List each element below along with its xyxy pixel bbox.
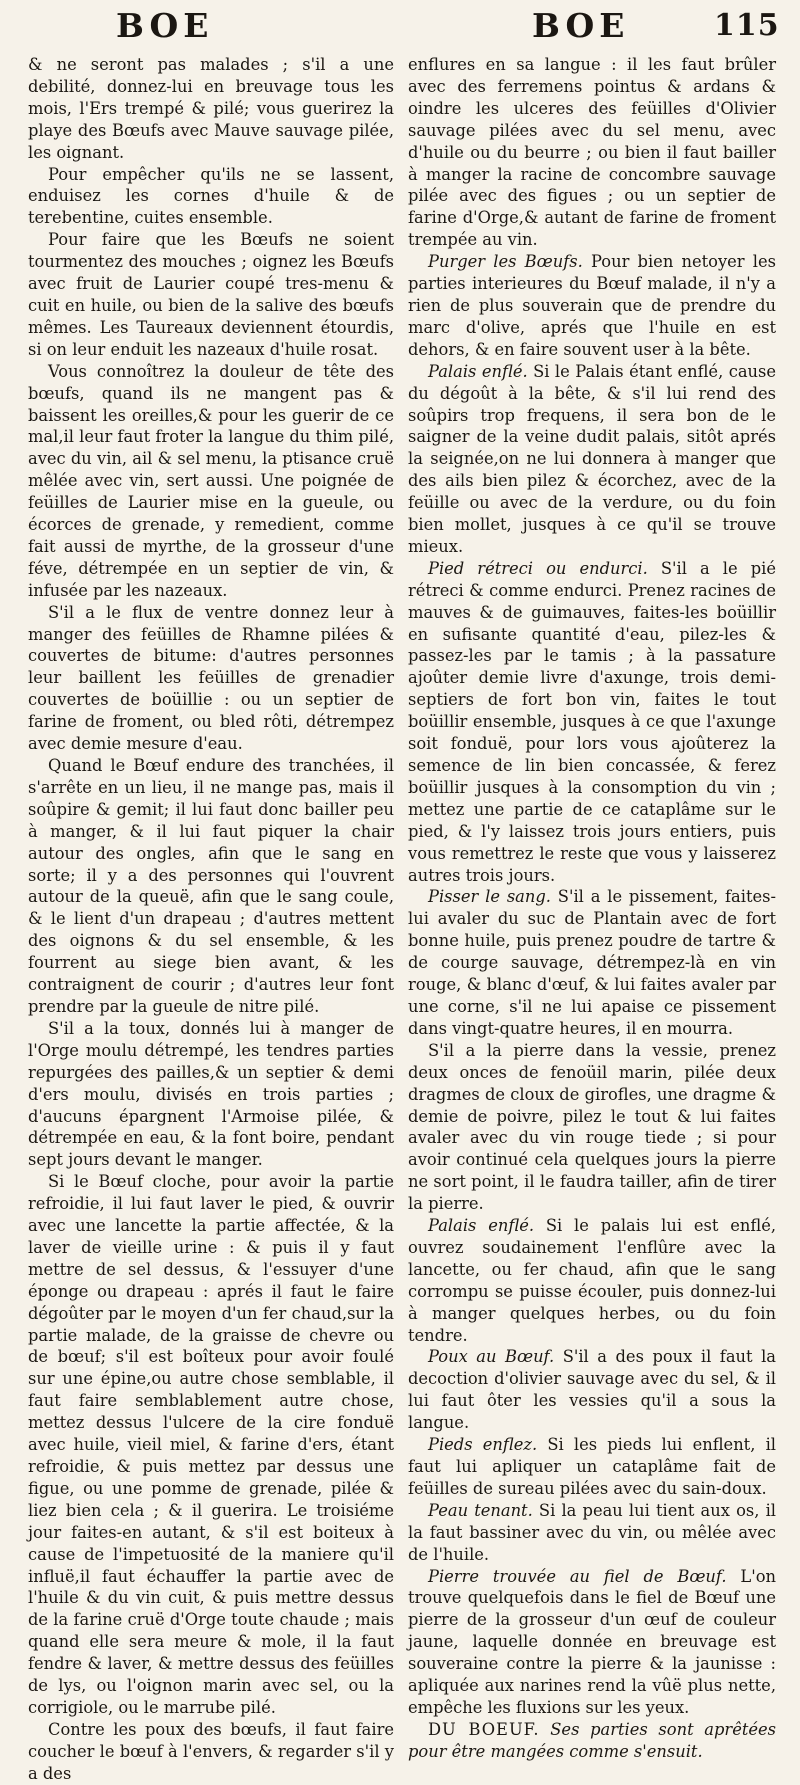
paragraph-heading: Pisser le sang.	[428, 887, 551, 907]
paragraph-heading: Pieds enflez.	[428, 1435, 538, 1455]
paragraph-heading: Peau tenant.	[428, 1500, 533, 1520]
paragraph-text: S'il a des poux il faut la decoction d'olivier sauvage avec du sel, & il lui faut ôter les vessies qu'il a sous la langue.	[408, 1347, 777, 1433]
paragraph-text: S'il a la pierre dans la vessie, prenez deux onces de fenoüil marin, pilée deux dragmes de cloux de girofles, une dragme & demie de poivre, pilez le tout & lui faites avaler avec du vin rouge tiede ; si pour avoir continué cela quelques jours la pierre ne sort point, il le faudra tailler, afin de tirer la pierre.	[408, 1040, 776, 1214]
paragraph: & ne seront pas malades ; s'il a une debilité, donnez-lui en breuvage tous les mois, l'Ers trempé & pilé; vous guerirez la playe des Bœufs avec Mauve sauvage pilée, les oignant.	[28, 55, 394, 162]
paragraph-heading: Pierre trouvée au fiel de Bœuf.	[428, 1566, 727, 1586]
paragraph	[408, 1500, 776, 1566]
paragraph-text: Si le palais lui est enflé, ouvrez soudainement l'enflûre avec la lancette, ou fer chaud, afin que le sang corrompu se puisse écouler, puis donnez-lui à manger quelques herbes, ou du foin tendre.	[408, 1216, 776, 1345]
paragraph-text: Si les pieds lui enflent, il faut lui apliquer un cataplâme fait de feüilles de sureau pilées avec du sain-doux.	[408, 1435, 776, 1498]
paragraph-text: Si la peau lui tient aux os, il la faut bassiner avec du vin, ou mêlée avec de l'huile.	[408, 1500, 776, 1564]
paragraph	[408, 54, 776, 251]
running-head-left: BOE	[116, 6, 214, 45]
paragraph	[408, 558, 776, 887]
paragraph: Pour faire que les Bœufs ne soient tourmentez des mouches ; oignez les Bœufs avec fruit de Laurier coupé tres-menu & cuit en huile, ou bien de la salive des bœufs mêmes. Les Taureaux deviennent étourdis, si on leur enduit les nazeaux d'huile rosat.	[28, 230, 394, 359]
running-header	[0, 0, 800, 58]
paragraph	[408, 1434, 776, 1500]
paragraph-text: S'il a le pissement, faites-lui avaler du suc de Plantain avec de fort bonne huile, puis prenez poudre de tartre & de courge sauvage, détrempez-là en vin rouge, & blanc d'œuf, & lui faites avaler par une corne, s'il ne lui apaise ce pissement dans vingt-quatre heures, il en mourra.	[408, 887, 776, 1038]
paragraph	[408, 251, 776, 361]
paragraph-heading: Purger les Bœufs.	[428, 252, 583, 272]
section-title: DU BOEUF.	[428, 1719, 540, 1739]
paragraph: Vous connoîtrez la douleur de tête des bœufs, quand ils ne mangent pas & baissent les oreilles,& pour les guerir de ce mal,il leur faut froter la langue du thim pilé, avec du vin, ail & sel menu, la ptisance cruë mêlée avec vin, sert aussi. Une poignée de feüilles de Laurier mise en la gueule, ou écorces de grenade, y remedient, comme fait aussi de myrthe, de la grosseur d'une féve, détrempée en un septier de vin, & infusée par les nazeaux.	[28, 361, 394, 600]
paragraph: Pour empêcher qu'ils ne se lassent, enduisez les cornes d'huile & de terebentine, cuites ensemble.	[28, 164, 394, 228]
paragraph-text: L'on trouve quelquefois dans le fiel de Bœuf une pierre de la grosseur d'un œuf de couleur jaune, laquelle donnée en breuvage est souveraine contre la pierre & la jaunisse : apliquée aux narines rend la vûë plus nette, empêche les fluxions sur les yeux.	[408, 1566, 776, 1717]
paragraph-heading: Poux au Bœuf.	[428, 1347, 555, 1367]
paragraph-text: Si le Palais étant enflé, cause du dégoût à la bête, & s'il lui rend des soûpirs trop frequens, il sera bon de le saigner de la veine dudit palais, sitôt aprés la seignée,on ne lui donnera à manger que des ails bien pilez & écorchez, avec de la feüille ou avec de la verdure, ou du foin bien mollet, jusques à ce qu'il se trouve mieux.	[408, 361, 776, 556]
right-column	[408, 54, 776, 1763]
paragraph-text: Pour bien netoyer les parties interieures du Bœuf malade, il n'y a rien de plus souverain que de prendre du marc d'olive, aprés que l'huile en est dehors, & en faire souvent user à la bête.	[408, 252, 776, 359]
paragraph: Si le Bœuf cloche, pour avoir la partie refroidie, il lui faut laver le pied, & ouvrir avec une lancette la partie affectée, & la laver de vieille urine : & puis il y faut mettre de sel dessus, & l'essuyer d'une éponge ou drapeau : aprés il faut le faire dégoûter par le moyen d'un fer chaud,sur la partie malade, de la graisse de chevre ou de bœuf; s'il est boîteux pour avoir foulé sur une épine,ou autre chose semblable, il faut faire semblablement autre chose, mettez dessus l'ulcere de la cire fonduë avec huile, vieil miel, & farine d'ers, étant refroidie, & puis mettez par dessus une figue, ou une pomme de grenade, pilée & liez bien cela ; & il guerira. Le troisiéme jour faites-en autant, & s'il est boiteux à cause de l'impetuosité de la maniere qu'il influë,il faut échauffer la partie avec de l'huile & du vin cuit, & puis mettre dessus de la farine cruë d'Orge toute chaude ; mais quand elle sera meure & mole, il la faut fendre & laver, & mettre dessus des feüilles de lys, ou l'oignon marin avec sel, ou la corrigiole, ou le marrube pilé.	[28, 1172, 394, 1717]
paragraph-heading: Palais enflé.	[428, 1216, 535, 1236]
paragraph-heading: Palais enflé.	[428, 361, 528, 381]
paragraph	[408, 1040, 776, 1215]
paragraph: S'il a la toux, donnés lui à manger de l'Orge moulu détrempé, les tendres parties repurgées des pailles,& un septier & demi d'ers moulu, divisés en trois parties ; d'aucuns épargnent l'Armoise pilée, & détrempée en eau, & la font boire, pendant sept jours devant le manger.	[28, 1018, 394, 1170]
section-subtitle: Ses parties sont aprêtées pour être mangées comme s'ensuit.	[408, 1719, 776, 1761]
paragraph: Contre les poux des bœufs, il faut faire coucher le bœuf à l'envers, & regarder s'il y a des	[28, 1719, 394, 1783]
paragraph-heading: Pied rétreci ou endurci.	[428, 558, 648, 578]
running-head-right: BOE	[532, 6, 630, 45]
paragraph: Quand le Bœuf endure des tranchées, il s'arrête en un lieu, il ne mange pas, mais il soûpire & gemit; il lui faut donc bailler peu à manger, & il lui faut piquer la chair autour des ongles, afin que le sang en sorte; il y a des personnes qui l'ouvrent autour de la queuë, afin que le sang coule, & le lient d'un drapeau ; d'autres mettent des oignons & du sel ensemble, & les fourrent au siege bien avant, & les contraignent de courir ; d'autres leur font prendre par la gueule de nitre pilé.	[28, 756, 394, 1016]
paragraph	[408, 361, 776, 558]
paragraph-text: enflures en sa langue : il les faut brûler avec des ferremens pointus & ardans & oindre les ulceres des feüilles d'Olivier sauvage pilées avec du sel menu, avec d'huile ou du beurre ; ou bien il faut bailler à manger la racine de concombre sauvage pilée avec des figues ; ou un septier de farine d'Orge,& autant de farine de froment trempée au vin.	[408, 55, 776, 250]
paragraph	[408, 1346, 776, 1434]
page-number: 115	[714, 8, 780, 43]
paragraph-text: S'il a le pié rétreci & comme endurci. Prenez racines de mauves & de guimauves, faites-les boüillir en sufisante quantité d'eau, pilez-les & passez-les par le tamis ; à la passature ajoûter demie livre d'axunge, trois demi-septiers de fort bon vin, faites le tout boüillir ensemble, jusques à ce que l'axunge soit fonduë, pour lors vous ajoûterez la semence de lin bien concassée, & ferez boüillir jusques à la consomption du vin ; mettez une partie de ce cataplâme sur le pied, & l'y laissez trois jours entiers, puis vous remettrez le reste que vous y laisserez autres trois jours.	[408, 558, 776, 885]
left-column	[28, 54, 394, 1785]
paragraph	[408, 886, 776, 1039]
section-heading	[408, 1719, 776, 1763]
paragraph: S'il a le flux de ventre donnez leur à manger des feüilles de Rhamne pilées & couvertes de bitume: d'autres personnes leur baillent les feüilles de grenadier couvertes de boüillie : ou un septier de farine de froment, ou bled rôti, détrempez avec demie mesure d'eau.	[28, 602, 394, 754]
paragraph	[408, 1215, 776, 1346]
paragraph	[408, 1566, 776, 1719]
